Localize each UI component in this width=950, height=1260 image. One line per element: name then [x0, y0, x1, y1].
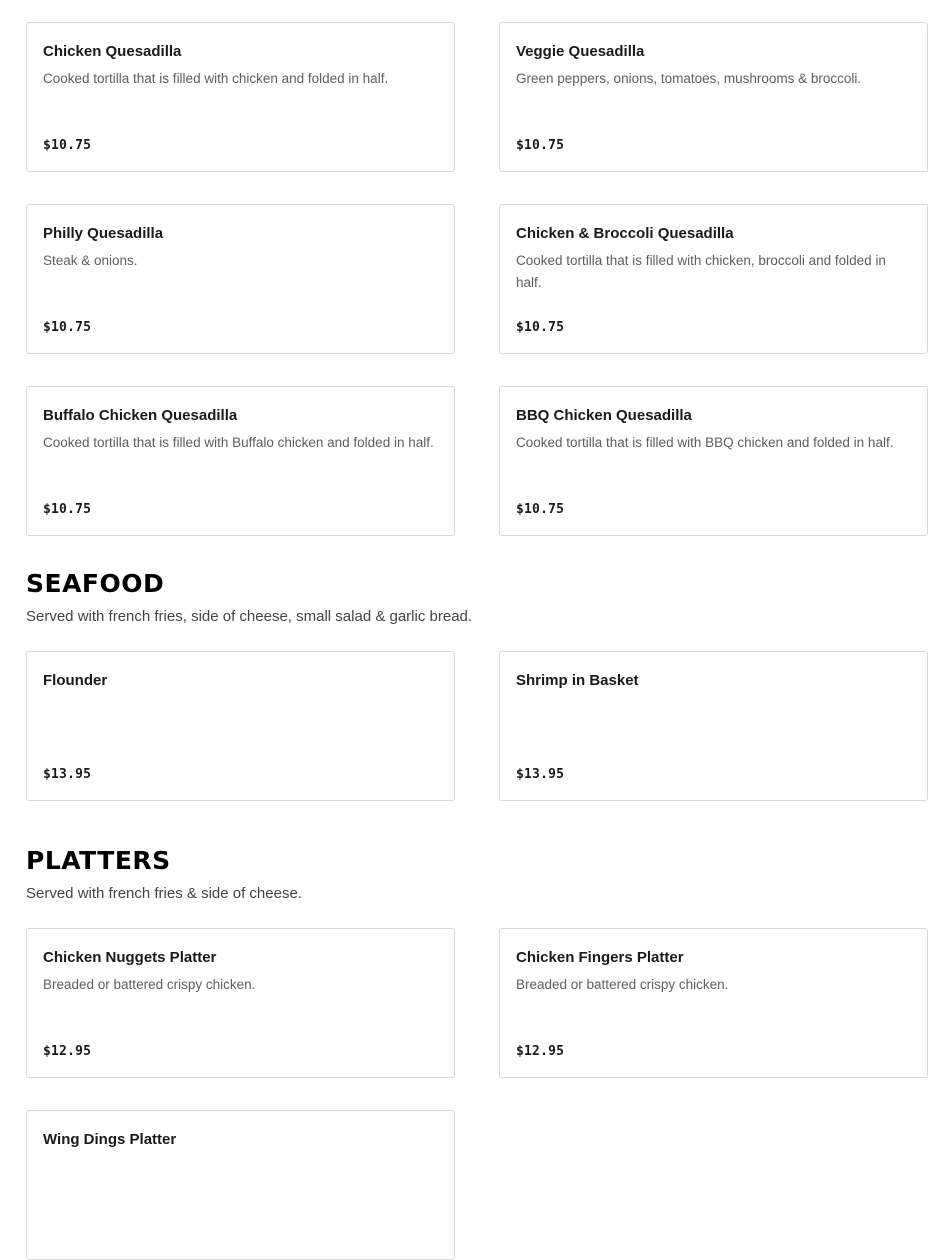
- section-platters: [26, 846, 928, 1260]
- menu-item-name: Buffalo Chicken Quesadilla: [43, 407, 238, 424]
- menu-item-name: Philly Quesadilla: [43, 225, 164, 242]
- menu-item-name: BBQ Chicken Quesadilla: [516, 407, 692, 424]
- section-seafood: [26, 569, 928, 801]
- menu-item-name: Chicken & Broccoli Quesadilla: [516, 225, 734, 242]
- menu-item-name: Shrimp in Basket: [516, 672, 639, 689]
- section-quesadillas: [26, 22, 928, 536]
- menu-item-description: Breaded or battered crispy chicken.: [43, 977, 256, 992]
- menu-item-price: $10.75: [516, 502, 565, 517]
- menu-item-grid: [26, 928, 928, 1260]
- menu-item-name: Wing Dings Platter: [43, 1131, 177, 1148]
- menu-item-price: $13.95: [516, 767, 565, 782]
- menu-item-card[interactable]: [26, 204, 455, 354]
- menu-item-price: $12.95: [516, 1044, 565, 1059]
- menu-item-card[interactable]: [26, 22, 455, 172]
- menu-item-card[interactable]: [26, 1110, 455, 1260]
- section-title: PLATTERS: [26, 846, 171, 875]
- section-title: SEAFOOD: [26, 569, 165, 598]
- menu-item-grid: [26, 651, 928, 801]
- menu-item-card[interactable]: [499, 651, 928, 801]
- menu-item-grid: [26, 22, 928, 536]
- menu-item-description: Cooked tortilla that is filled with chicken, broccoli and folded in half.: [516, 253, 886, 290]
- menu-item-price: $10.75: [516, 320, 565, 335]
- menu-item-card[interactable]: [499, 204, 928, 354]
- menu-item-description: Breaded or battered crispy chicken.: [516, 977, 729, 992]
- menu-item-price: $10.75: [43, 320, 92, 335]
- menu-item-price: $13.95: [43, 767, 92, 782]
- menu-item-name: Chicken Nuggets Platter: [43, 949, 217, 966]
- menu-item-card[interactable]: [499, 928, 928, 1078]
- menu-item-card[interactable]: [26, 386, 455, 536]
- menu-item-card[interactable]: [499, 386, 928, 536]
- section-description: Served with french fries & side of cheese.: [26, 885, 302, 902]
- menu-item-name: Flounder: [43, 672, 108, 689]
- menu-item-name: Chicken Quesadilla: [43, 43, 182, 60]
- menu-item-description: Cooked tortilla that is filled with Buffalo chicken and folded in half.: [43, 435, 434, 450]
- menu-item-price: $10.75: [43, 138, 92, 153]
- menu-item-card[interactable]: [26, 651, 455, 801]
- menu-content: [26, 22, 928, 1260]
- menu-item-description: Cooked tortilla that is filled with BBQ chicken and folded in half.: [516, 435, 894, 450]
- menu-item-name: Chicken Fingers Platter: [516, 949, 684, 966]
- menu-item-description: Steak & onions.: [43, 253, 138, 268]
- menu-item-description: Cooked tortilla that is filled with chicken and folded in half.: [43, 71, 389, 86]
- menu-item-card[interactable]: [26, 928, 455, 1078]
- menu-item-description: Green peppers, onions, tomatoes, mushrooms & broccoli.: [516, 71, 862, 86]
- menu-item-price: $10.75: [43, 502, 92, 517]
- section-description: Served with french fries, side of cheese, small salad & garlic bread.: [26, 608, 473, 625]
- menu-item-price: $12.95: [43, 1044, 92, 1059]
- menu-item-name: Veggie Quesadilla: [516, 43, 645, 60]
- menu-item-card[interactable]: [499, 22, 928, 172]
- menu-item-price: $10.75: [516, 138, 565, 153]
